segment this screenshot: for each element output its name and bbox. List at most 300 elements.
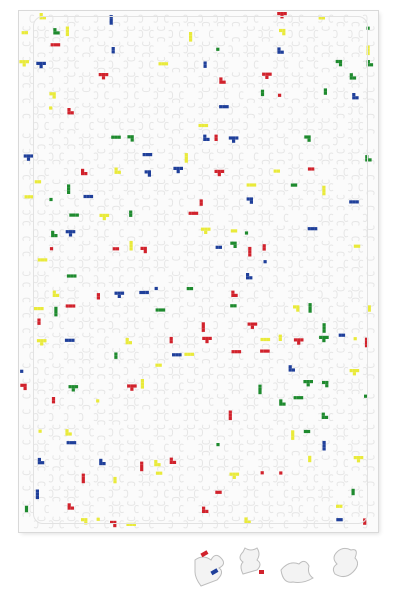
color-bit xyxy=(245,231,248,234)
color-bit xyxy=(232,140,235,143)
color-bit xyxy=(325,384,328,387)
color-bit xyxy=(144,250,147,253)
color-bit xyxy=(50,247,53,250)
color-bit xyxy=(229,136,232,139)
color-bit xyxy=(274,170,277,173)
color-bit xyxy=(215,491,218,494)
color-bit xyxy=(148,174,151,177)
color-bit xyxy=(118,295,121,298)
color-bit xyxy=(144,247,147,250)
colored-bits xyxy=(19,12,373,527)
color-bit xyxy=(205,340,208,343)
color-bit xyxy=(175,353,178,356)
color-bit xyxy=(139,291,142,294)
color-bit xyxy=(113,247,116,250)
color-bit xyxy=(159,62,162,65)
color-bit xyxy=(173,461,176,464)
color-bit xyxy=(265,73,268,76)
color-bit xyxy=(360,456,363,459)
color-bit xyxy=(223,81,226,84)
color-bit xyxy=(244,521,247,524)
color-bit xyxy=(234,245,237,248)
color-bit xyxy=(219,81,222,84)
color-bit xyxy=(304,135,307,138)
color-bit xyxy=(203,138,206,141)
color-bit xyxy=(251,323,254,326)
color-bit xyxy=(68,503,71,506)
color-bit xyxy=(38,258,41,261)
color-bit xyxy=(156,472,159,475)
color-bit xyxy=(238,350,241,353)
color-bit xyxy=(354,337,357,340)
color-bit xyxy=(319,336,322,339)
color-bit xyxy=(231,294,234,297)
color-bit xyxy=(134,384,137,387)
color-bit xyxy=(66,27,69,30)
color-bit xyxy=(261,90,264,93)
color-bit xyxy=(72,304,75,307)
color-bit xyxy=(340,518,343,521)
color-bit xyxy=(67,274,70,277)
color-bit xyxy=(322,16,325,19)
color-bit xyxy=(310,380,313,383)
color-bit xyxy=(170,340,173,343)
color-bit xyxy=(28,195,31,198)
color-bit xyxy=(307,430,310,433)
color-bit xyxy=(356,369,359,372)
color-bit xyxy=(308,227,311,230)
color-bit xyxy=(192,212,195,215)
loose-pieces xyxy=(185,540,385,588)
color-bit xyxy=(267,350,270,353)
color-bit xyxy=(204,231,207,234)
color-bit xyxy=(110,15,113,18)
color-bit xyxy=(185,160,188,163)
color-bit xyxy=(34,307,37,310)
color-bit xyxy=(233,473,236,476)
color-bit xyxy=(261,93,264,96)
color-bit xyxy=(72,388,75,391)
color-bit xyxy=(73,214,76,217)
color-bit xyxy=(39,430,42,433)
color-bit xyxy=(219,77,222,80)
color-bit xyxy=(278,94,281,97)
color-bit xyxy=(352,492,355,495)
color-bit xyxy=(296,305,299,308)
color-bit xyxy=(37,319,40,322)
color-bit xyxy=(324,92,327,95)
color-bit xyxy=(282,29,285,32)
color-bit xyxy=(84,172,87,175)
color-bit xyxy=(216,443,219,446)
color-bit xyxy=(365,338,368,341)
puzzle-grid xyxy=(19,11,378,532)
color-bit xyxy=(149,153,152,156)
color-bit xyxy=(246,276,249,279)
color-bit xyxy=(202,507,205,510)
color-bit xyxy=(53,92,56,95)
color-bit xyxy=(279,29,282,32)
loose-piece-1 xyxy=(195,550,224,586)
color-bit xyxy=(106,214,109,217)
color-bit xyxy=(189,38,192,41)
color-bit xyxy=(118,292,121,295)
color-bit xyxy=(129,341,132,344)
color-bit xyxy=(367,27,370,30)
color-bit xyxy=(22,31,25,34)
color-bit xyxy=(36,496,39,499)
color-bit xyxy=(314,227,317,230)
color-bit xyxy=(322,416,325,419)
color-bit xyxy=(339,60,342,63)
color-bit xyxy=(322,189,325,192)
color-bit xyxy=(246,273,249,276)
color-bit xyxy=(53,294,56,297)
color-bit xyxy=(204,65,207,68)
color-bit xyxy=(294,184,297,187)
color-bit xyxy=(97,293,100,296)
color-bit xyxy=(339,63,342,66)
color-bit xyxy=(54,307,57,310)
color-bit xyxy=(190,287,193,290)
color-bit xyxy=(54,234,57,237)
color-bit xyxy=(232,350,235,353)
color-bit xyxy=(294,396,297,399)
color-bit xyxy=(261,338,264,341)
color-bit xyxy=(233,304,236,307)
color-bit xyxy=(356,200,359,203)
color-bit xyxy=(357,459,360,462)
color-bit xyxy=(229,414,232,417)
color-bit xyxy=(40,16,43,19)
color-bit xyxy=(248,247,251,250)
color-bit xyxy=(40,342,43,345)
color-bit xyxy=(159,472,162,475)
color-bit xyxy=(289,368,292,371)
color-bit xyxy=(352,96,355,99)
color-bit xyxy=(233,476,236,479)
color-bit xyxy=(66,30,69,33)
color-bit xyxy=(69,432,72,435)
color-bit xyxy=(111,136,114,139)
color-bit xyxy=(263,350,266,353)
color-bit xyxy=(185,156,188,159)
color-bit xyxy=(43,339,46,342)
color-bit xyxy=(323,323,326,326)
color-bit xyxy=(247,183,250,186)
color-bit xyxy=(57,43,60,46)
color-bit xyxy=(230,242,233,245)
jigsaw-puzzle-board xyxy=(19,11,378,532)
color-bit xyxy=(140,462,143,465)
color-bit xyxy=(81,172,84,175)
color-bit xyxy=(37,322,40,325)
color-bit xyxy=(69,214,72,217)
color-bit xyxy=(115,171,118,174)
color-bit xyxy=(248,250,251,253)
color-bit xyxy=(309,303,312,306)
color-bit xyxy=(81,518,84,521)
color-bit xyxy=(229,417,232,420)
color-bit xyxy=(54,310,57,313)
color-bit xyxy=(52,400,55,403)
color-bit xyxy=(40,13,43,16)
color-bit xyxy=(67,188,70,191)
color-bit xyxy=(67,108,70,111)
color-bit xyxy=(102,73,105,76)
color-bit xyxy=(205,510,208,513)
color-bit xyxy=(114,353,117,356)
color-bit xyxy=(43,62,46,65)
color-bit xyxy=(38,461,41,464)
color-bit xyxy=(352,93,355,96)
color-bit xyxy=(141,379,144,382)
color-bit xyxy=(226,105,229,108)
color-bit xyxy=(308,167,311,170)
color-bit xyxy=(215,135,218,138)
color-bit xyxy=(103,217,106,220)
color-bit xyxy=(40,62,43,65)
color-bit xyxy=(177,170,180,173)
color-bit xyxy=(51,231,54,234)
color-bit xyxy=(66,304,69,307)
color-bit xyxy=(202,337,205,340)
color-bit xyxy=(27,154,30,157)
color-bit xyxy=(118,136,121,139)
color-bit xyxy=(54,43,57,46)
color-bit xyxy=(87,195,90,198)
color-bit xyxy=(191,353,194,356)
color-bit xyxy=(258,385,261,388)
color-bit xyxy=(323,444,326,447)
color-bit xyxy=(319,16,322,19)
color-bit xyxy=(222,105,225,108)
color-bit xyxy=(215,138,218,141)
color-bit xyxy=(297,342,300,345)
color-bit xyxy=(189,35,192,38)
color-bit xyxy=(70,441,73,444)
color-bit xyxy=(127,135,130,138)
color-bit xyxy=(353,76,356,79)
color-bit xyxy=(322,186,325,189)
color-bit xyxy=(336,518,339,521)
color-bit xyxy=(368,309,371,312)
color-bit xyxy=(339,505,342,508)
color-bit xyxy=(363,518,366,521)
color-bit xyxy=(250,201,253,204)
color-bit xyxy=(131,138,134,141)
color-bit xyxy=(162,62,165,65)
color-bit xyxy=(216,48,219,51)
color-bit xyxy=(53,291,56,294)
color-bit xyxy=(71,507,74,510)
color-bit xyxy=(219,105,222,108)
color-bit xyxy=(204,228,207,231)
color-bit xyxy=(36,62,39,65)
color-bit xyxy=(323,326,326,329)
color-bit xyxy=(277,47,280,50)
color-bit xyxy=(297,338,300,341)
color-bit xyxy=(350,76,353,79)
color-bit xyxy=(126,338,129,341)
color-bit xyxy=(342,334,345,337)
color-bit xyxy=(322,192,325,195)
color-bit xyxy=(219,246,222,249)
color-bit xyxy=(178,353,181,356)
color-bit xyxy=(230,473,233,476)
color-bit xyxy=(71,111,74,114)
color-bit xyxy=(279,399,282,402)
color-bit xyxy=(141,382,144,385)
color-bit xyxy=(66,230,69,233)
color-bit xyxy=(250,183,253,186)
color-bit xyxy=(110,22,113,25)
color-bit xyxy=(280,15,283,18)
color-bit xyxy=(65,429,68,432)
color-bit xyxy=(367,60,370,63)
color-bit xyxy=(43,16,46,19)
color-bit xyxy=(84,521,87,524)
color-bit xyxy=(265,76,268,79)
color-bit xyxy=(195,212,198,215)
color-bit xyxy=(293,305,296,308)
color-bit xyxy=(84,518,87,521)
color-bit xyxy=(309,306,312,309)
color-bit xyxy=(308,456,311,459)
color-bit xyxy=(204,62,207,65)
color-bit xyxy=(69,385,72,388)
color-bit xyxy=(279,335,282,338)
color-bit xyxy=(113,480,116,483)
color-bit xyxy=(353,369,356,372)
color-bit xyxy=(131,135,134,138)
color-bit xyxy=(209,337,212,340)
color-bit xyxy=(102,462,105,465)
color-bit xyxy=(82,474,85,477)
color-bit xyxy=(303,380,306,383)
color-bit xyxy=(52,397,55,400)
color-bit xyxy=(24,387,27,390)
color-bit xyxy=(357,245,360,248)
color-bit xyxy=(357,456,360,459)
color-bit xyxy=(219,491,222,494)
color-bit xyxy=(20,384,23,387)
color-bit xyxy=(155,287,158,290)
color-bit xyxy=(113,477,116,480)
color-bit xyxy=(200,199,203,202)
color-bit xyxy=(68,507,71,510)
color-bit xyxy=(141,247,144,250)
color-bit xyxy=(235,350,238,353)
color-bit xyxy=(118,171,121,174)
color-bit xyxy=(263,244,266,247)
color-bit xyxy=(35,180,38,183)
color-bit xyxy=(311,227,314,230)
color-bit xyxy=(323,447,326,450)
color-bit xyxy=(129,214,132,217)
color-bit xyxy=(354,245,357,248)
color-bit xyxy=(130,523,133,526)
color-bit xyxy=(97,518,100,521)
color-bit xyxy=(23,63,26,66)
color-bit xyxy=(260,350,263,353)
color-bit xyxy=(307,380,310,383)
color-bit xyxy=(40,307,43,310)
color-bit xyxy=(41,258,44,261)
color-bit xyxy=(130,241,133,244)
color-bit xyxy=(279,471,282,474)
color-bit xyxy=(19,60,22,63)
color-bit xyxy=(49,92,52,95)
color-bit xyxy=(367,52,370,55)
color-bit xyxy=(112,47,115,50)
color-bit xyxy=(159,308,162,311)
color-bit xyxy=(325,381,328,384)
color-bit xyxy=(247,197,250,200)
color-bit xyxy=(129,211,132,214)
color-bit xyxy=(65,339,68,342)
color-bit xyxy=(112,50,115,53)
color-bit xyxy=(232,136,235,139)
color-bit xyxy=(336,60,339,63)
color-bit xyxy=(96,399,99,402)
piece-seams xyxy=(23,15,374,528)
color-bit xyxy=(349,200,352,203)
color-bit xyxy=(30,154,33,157)
color-bit xyxy=(126,523,129,526)
color-bit xyxy=(322,413,325,416)
color-bit xyxy=(82,480,85,483)
color-bit xyxy=(264,260,267,263)
color-bit xyxy=(115,168,118,171)
color-bit xyxy=(282,32,285,35)
color-bit xyxy=(103,214,106,217)
color-bit xyxy=(353,372,356,375)
color-bit xyxy=(53,28,56,31)
color-bit xyxy=(130,384,133,387)
color-bit xyxy=(140,465,143,468)
color-bit xyxy=(148,170,151,173)
color-bit xyxy=(291,434,294,437)
color-bit xyxy=(177,167,180,170)
color-bit xyxy=(121,292,124,295)
color-bit xyxy=(304,430,307,433)
color-bit xyxy=(311,167,314,170)
color-bit xyxy=(67,441,70,444)
color-bit xyxy=(155,364,158,367)
color-bit xyxy=(300,338,303,341)
color-bit xyxy=(143,291,146,294)
color-bit xyxy=(56,294,59,297)
color-bit xyxy=(154,460,157,463)
color-bit xyxy=(206,138,209,141)
color-bit xyxy=(25,506,28,509)
color-bit xyxy=(130,247,133,250)
color-bit xyxy=(352,200,355,203)
color-bit xyxy=(156,308,159,311)
color-bit xyxy=(284,12,287,15)
color-bit xyxy=(99,462,102,465)
color-bit xyxy=(99,459,102,462)
color-bit xyxy=(114,356,117,359)
color-bit xyxy=(67,191,70,194)
color-bit xyxy=(269,73,272,76)
color-bit xyxy=(72,385,75,388)
color-bit xyxy=(41,461,44,464)
color-bit xyxy=(253,183,256,186)
color-bit xyxy=(235,294,238,297)
color-bit xyxy=(200,203,203,206)
